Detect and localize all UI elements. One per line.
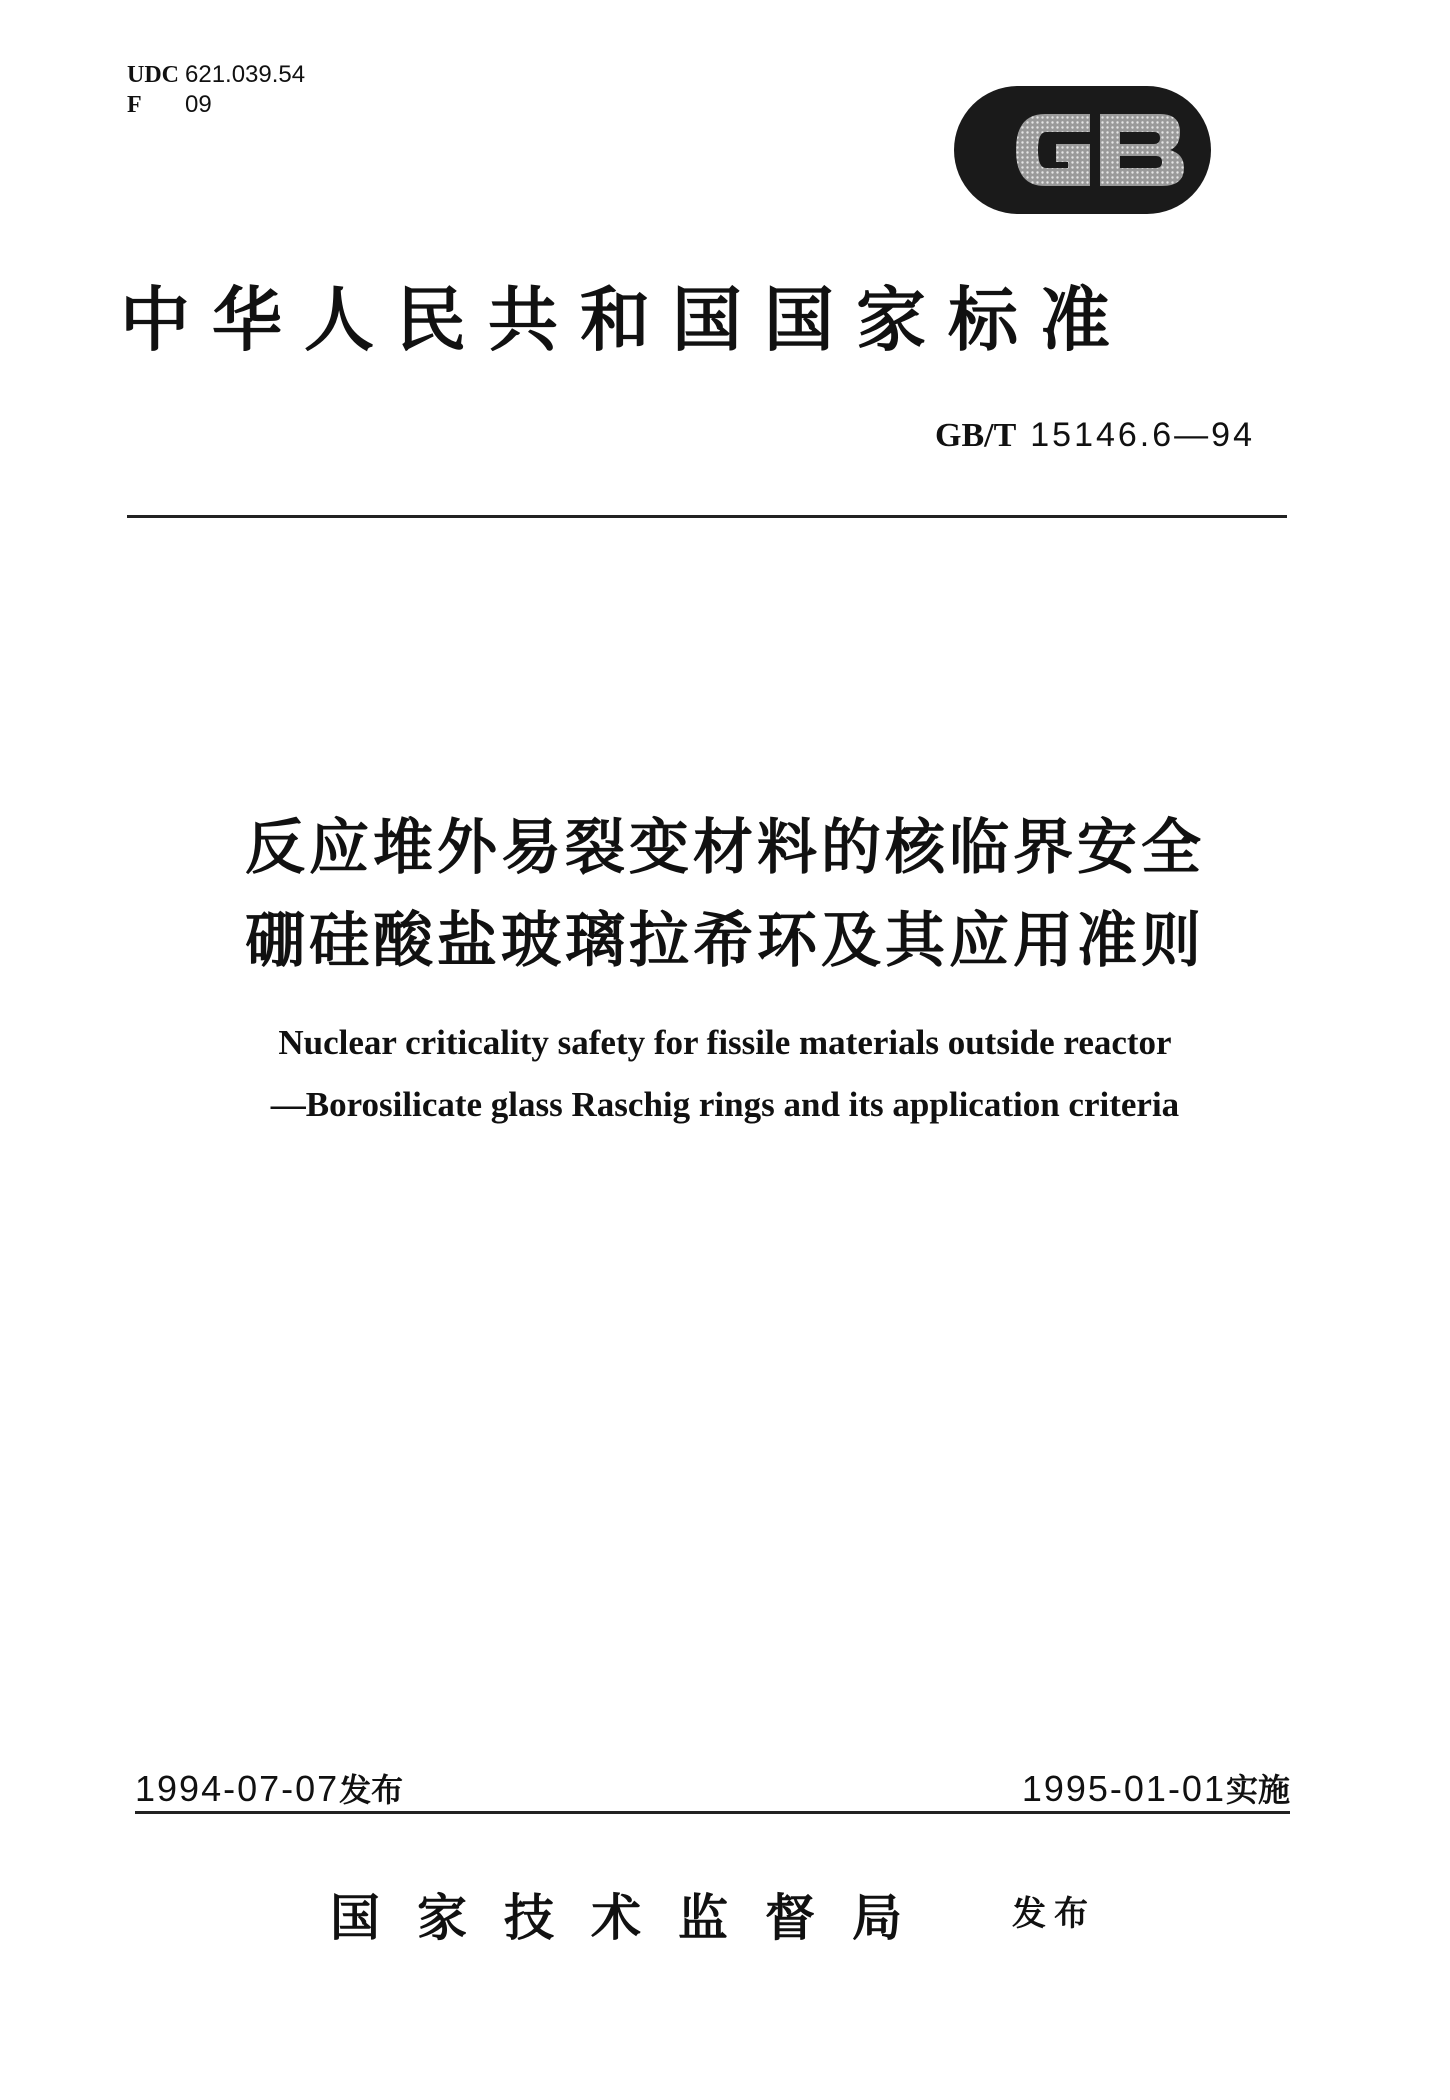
issuing-authority: 国家技术监督局 xyxy=(330,1888,939,1947)
english-title-line-2: —Borosilicate glass Raschig rings and its application criteria xyxy=(270,1085,1180,1124)
classification-label: F xyxy=(127,92,142,118)
issue-date xyxy=(135,1765,403,1811)
classification-block xyxy=(127,60,305,120)
implement-date-value: 1995-01-01 xyxy=(1021,1768,1226,1809)
standard-code xyxy=(935,415,1255,455)
standard-code-prefix: GB/T xyxy=(935,417,1017,454)
issue-date-label: 发布 xyxy=(339,1771,404,1809)
standard-code-number: 15146.6—94 xyxy=(1030,416,1255,454)
udc-value: 621.039.54 xyxy=(185,61,306,88)
udc-label: UDC xyxy=(127,62,179,88)
top-divider xyxy=(127,515,1287,518)
chinese-title-line-1: 反应堆外易裂变材料的核临界安全 xyxy=(245,813,1205,883)
classification-line xyxy=(127,90,305,120)
gb-logo-graphic xyxy=(950,80,1215,220)
classification-value: 09 xyxy=(185,91,212,118)
gb-logo xyxy=(950,80,1215,220)
standard-type-title: 中华人民共和国国家标准 xyxy=(120,278,1132,361)
chinese-title-line-2: 硼硅酸盐玻璃拉希环及其应用准则 xyxy=(245,906,1205,976)
issue-date-value: 1994-07-07 xyxy=(135,1768,340,1809)
bottom-divider xyxy=(135,1811,1290,1814)
udc-line xyxy=(127,60,305,90)
implement-date-label: 实施 xyxy=(1225,1771,1290,1809)
issuing-action: 发布 xyxy=(1012,1894,1096,1934)
english-title-line-1: Nuclear criticality safety for fissile materials outside reactor xyxy=(278,1023,1172,1062)
implement-date xyxy=(1022,1765,1290,1811)
